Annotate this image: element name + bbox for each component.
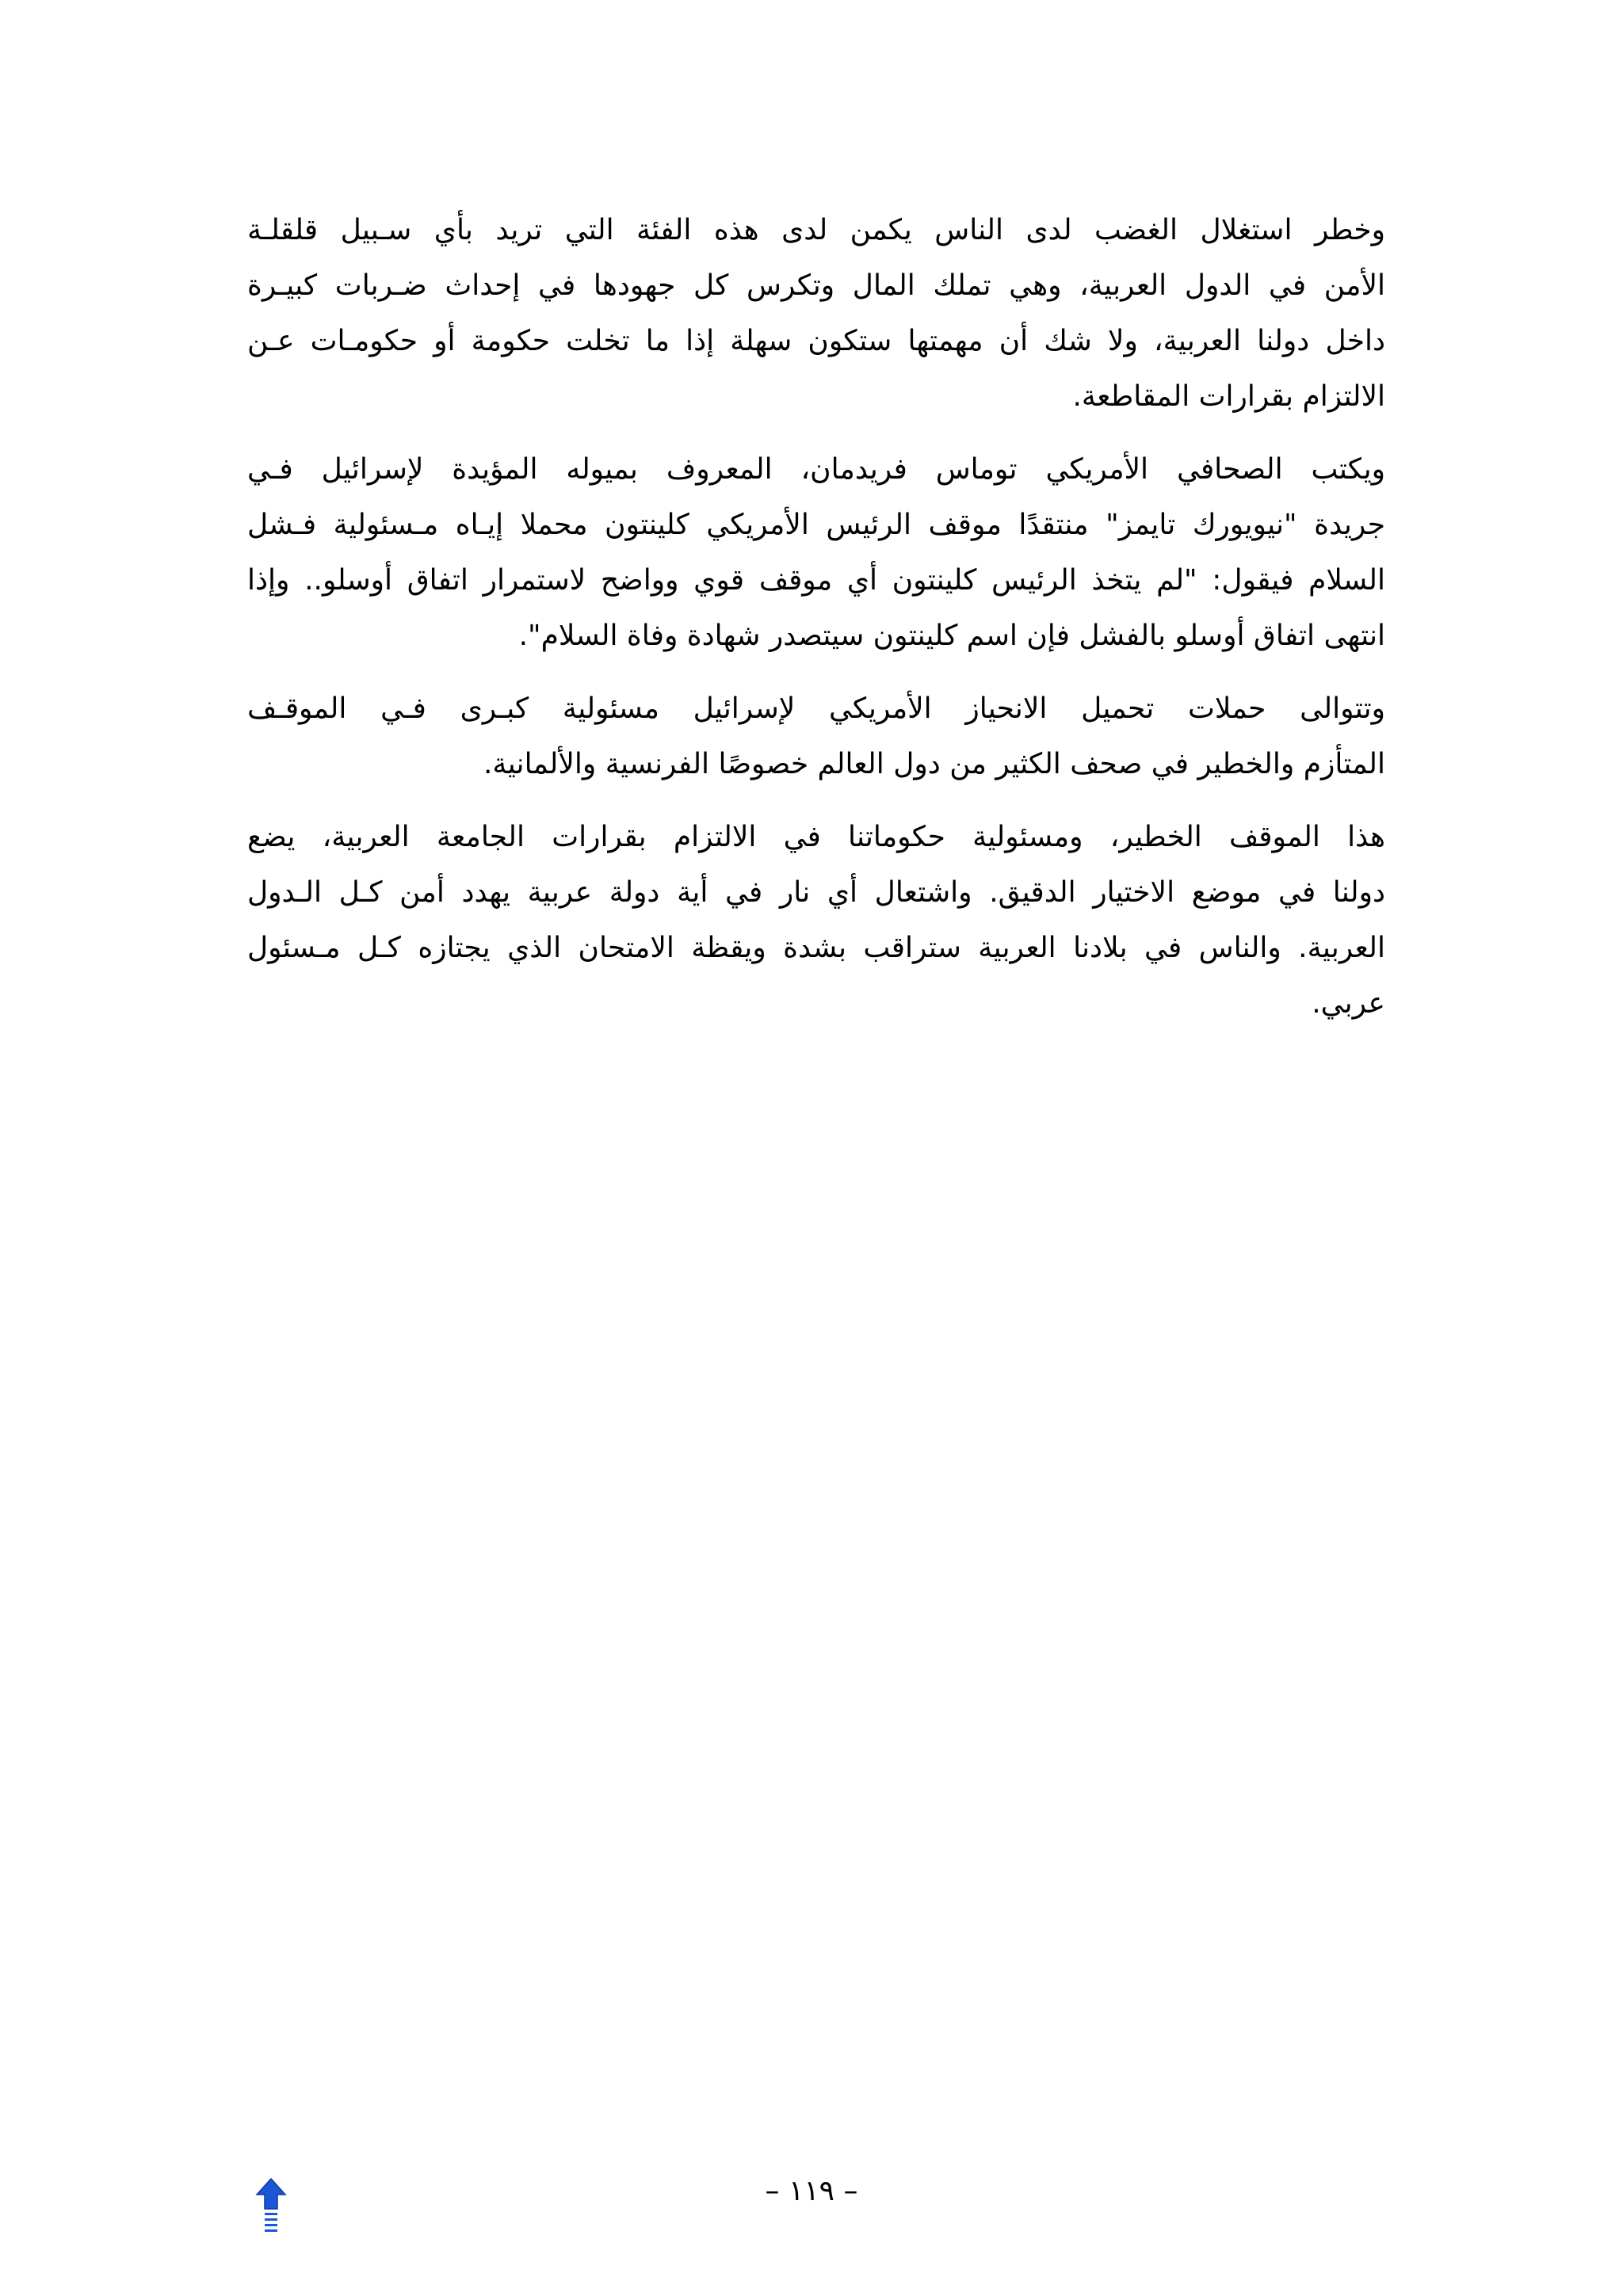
text-line: انتهى اتفاق أوسلو بالفشل فإن اسم كلينتون سيتصدر شهادة وفاة السلام".: [518, 620, 1385, 652]
up-arrow-line: [265, 2213, 277, 2215]
text-line: السلام فيقول: "لم يتخذ الرئيس كلينتون أي موقف قوي وواضح لاستمرار اتفاق أوسلو.. وإذا: [247, 564, 1385, 597]
up-arrow-line: [265, 2224, 277, 2226]
text-line: العربية. والناس في بلادنا العربية ستراقب بشدة ويقظة الامتحان الذي يجتازه كـل مـسئول: [247, 932, 1385, 964]
up-arrow-head: [257, 2179, 285, 2209]
paragraph: [247, 681, 1385, 792]
text-line: وتتوالى حملات تحميل الانحياز الأمريكي لإسرائيل مسئولية كبـرى فـي الموقـف: [247, 692, 1385, 725]
up-arrow-icon[interactable]: [255, 2177, 287, 2234]
paragraph: [247, 810, 1385, 1032]
text-line: ويكتب الصحافي الأمريكي توماس فريدمان، المعروف بميوله المؤيدة لإسرائيل فـي: [247, 453, 1385, 486]
up-arrow-line: [265, 2229, 277, 2232]
paragraph: [247, 203, 1385, 425]
paragraph: [247, 442, 1385, 664]
text-line: داخل دولنا العربية، ولا شك أن مهمتها ستكون سهلة إذا ما تخلت حكومة أو حكومـات عـن: [247, 325, 1385, 357]
text-line: المتأزم والخطير في صحف الكثير من دول العالم خصوصًا الفرنسية والألمانية.: [483, 748, 1385, 780]
text-line: جريدة "نيويورك تايمز" منتقدًا موقف الرئيس الأمريكي كلينتون محملا إيـاه مـسئولية فـشل: [247, 509, 1385, 541]
text-line: وخطر استغلال الغضب لدى الناس يكمن لدى هذه الفئة التي تريد بأي سـبيل قلقلـة: [247, 214, 1385, 246]
text-line: عربي.: [1312, 987, 1385, 1020]
text-line: دولنا في موضع الاختيار الدقيق. واشتعال أي نار في أية دولة عربية يهدد أمن كـل الـدول: [247, 876, 1385, 909]
text-line: الأمن في الدول العربية، وهي تملك المال وتكرس كل جهودها في إحداث ضـربات كبيـرة: [247, 269, 1385, 302]
page-number: – ١١٩ –: [765, 2175, 858, 2207]
up-arrow-line: [265, 2218, 277, 2221]
document-body: [247, 203, 1385, 1049]
text-line: الالتزام بقرارات المقاطعة.: [1072, 380, 1385, 413]
text-line: هذا الموقف الخطير، ومسئولية حكوماتنا في الالتزام بقرارات الجامعة العربية، يضع: [247, 821, 1385, 853]
